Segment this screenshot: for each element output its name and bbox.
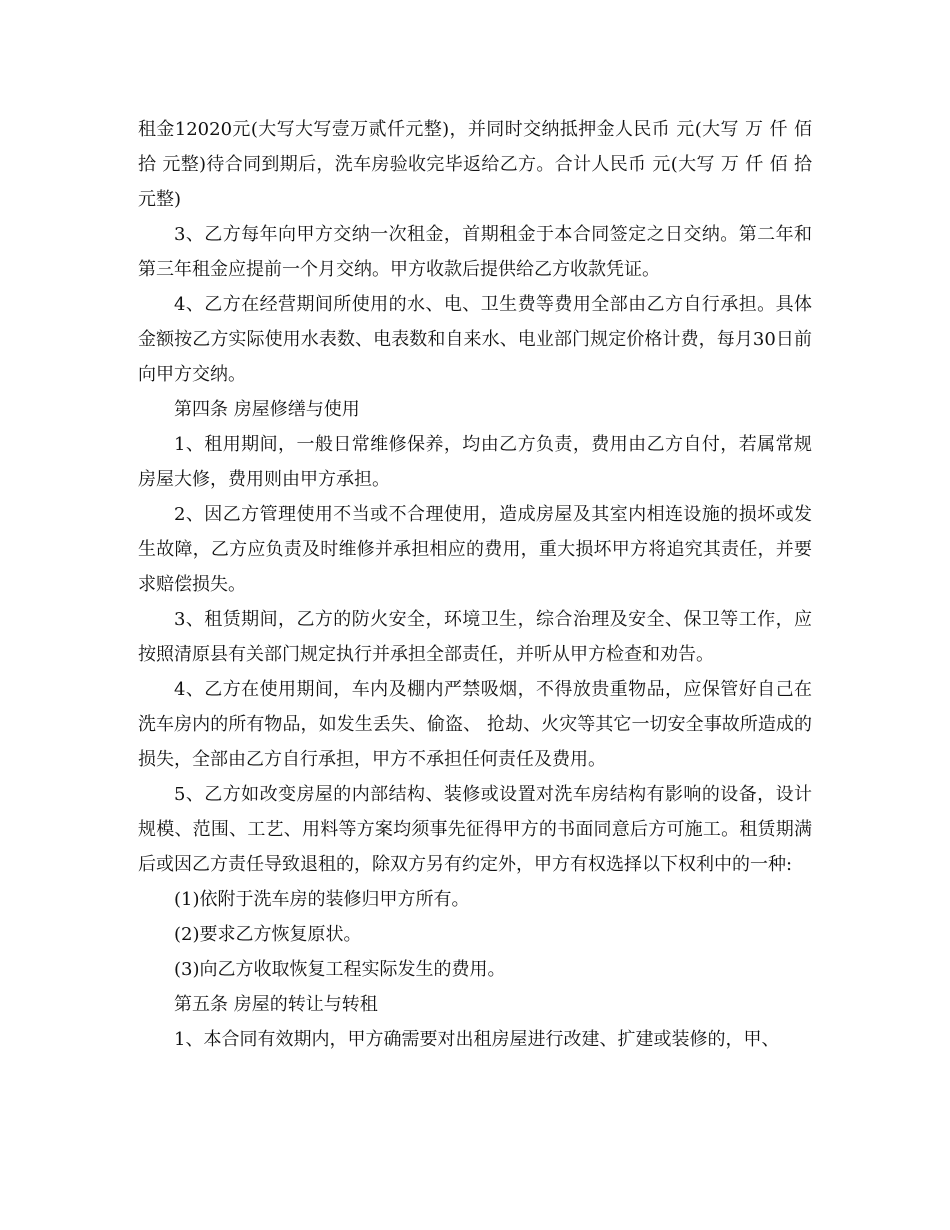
paragraph-article-5-item-1: 1、本合同有效期内，甲方确需要对出租房屋进行改建、扩建或装修的，甲、 xyxy=(174,1029,780,1050)
paragraph-clause-3-1: 3、乙方每年向甲方交纳一次租金，首期租金于本合同签定之日交纳。第二年和第三年租金应提前一个月交纳。甲方收款后提供给乙方收款凭证。 xyxy=(138,224,812,280)
paragraph-option-3: (3)向乙方收取恢复工程实际发生的费用。 xyxy=(174,959,506,980)
paragraph-article-4-item-1: 1、租用期间，一般日常维修保养，均由乙方负责，费用由乙方自付，若属常规房屋大修，费用则由甲方承担。 xyxy=(138,434,812,490)
paragraph-article-4-item-5: 5、乙方如改变房屋的内部结构、装修或设置对洗车房结构有影响的设备，设计规模、范围、工艺、用料等方案均须事先征得甲方的书面同意后方可施工。租赁期满后或因乙方责任导致退租的，除双方另有约定外，甲方有权选择以下权利中的一种: xyxy=(138,784,812,875)
section-heading-article-4: 第四条 房屋修缮与使用 xyxy=(174,399,360,420)
section-heading-article-5: 第五条 房屋的转让与转租 xyxy=(174,994,378,1015)
document-body xyxy=(138,112,812,1057)
paragraph-article-4-item-3: 3、租赁期间，乙方的防火安全，环境卫生，综合治理及安全、保卫等工作，应按照清原县有关部门规定执行并承担全部责任，并听从甲方检查和劝告。 xyxy=(138,609,812,665)
paragraph-option-1: (1)依附于洗车房的装修归甲方所有。 xyxy=(174,889,470,910)
paragraph-option-2: (2)要求乙方恢复原状。 xyxy=(174,924,362,945)
paragraph-clause-3-2: 4、乙方在经营期间所使用的水、电、卫生费等费用全部由乙方自行承担。具体金额按乙方实际使用水表数、电表数和自来水、电业部门规定价格计费，每月30日前向甲方交纳。 xyxy=(138,294,812,385)
paragraph-article-4-item-4: 4、乙方在使用期间，车内及棚内严禁吸烟，不得放贵重物品，应保管好自己在洗车房内的所有物品，如发生丢失、偷盗、 抢劫、火灾等其它一切安全事故所造成的损失，全部由乙方自行承担，甲方不承担任何责任及费用。 xyxy=(138,679,812,770)
paragraph-article-4-item-2: 2、因乙方管理使用不当或不合理使用，造成房屋及其室内相连设施的损坏或发生故障，乙方应负责及时维修并承担相应的费用，重大损坏甲方将追究其责任，并要求赔偿损失。 xyxy=(138,504,812,595)
paragraph-rent-deposit: 租金12020元(大写大写壹万贰仟元整)，并同时交纳抵押金人民币 元(大写 万 仟 佰 拾 元整)待合同到期后，洗车房验收完毕返给乙方。合计人民币 元(大写 万 仟 佰 拾 元整) xyxy=(138,119,812,210)
